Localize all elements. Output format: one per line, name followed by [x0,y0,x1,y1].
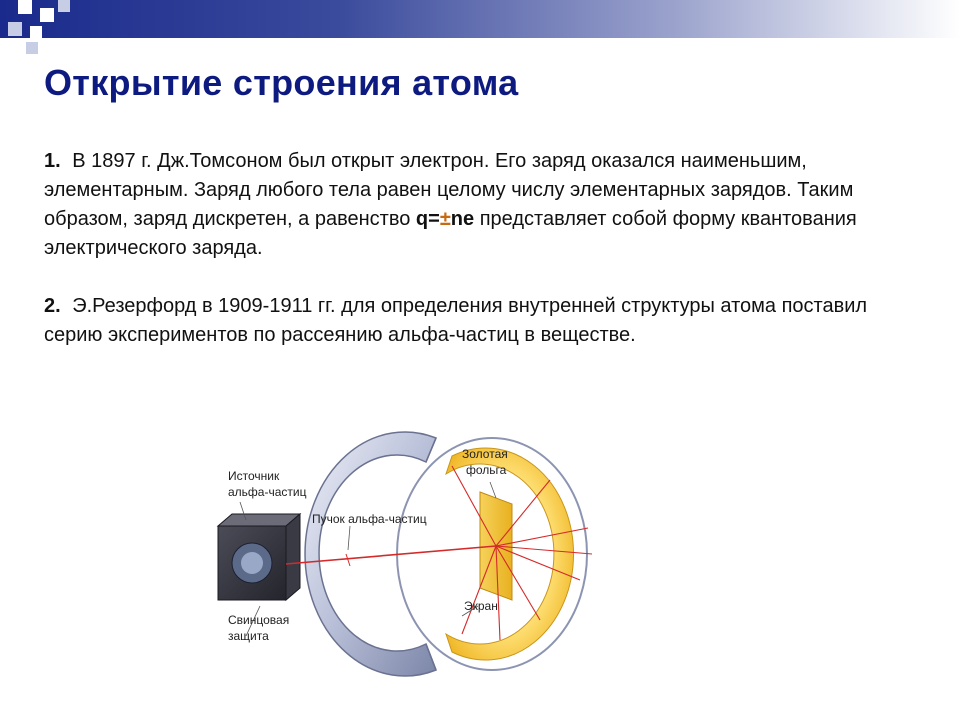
decor-square [18,0,32,14]
label-gold-foil: фольга [466,463,507,477]
paragraph-number: 2. [44,295,61,317]
paragraph-text: представляет собой форму квантования электрического заряда. [44,208,857,259]
label-gold-foil: Золотая [462,447,508,461]
lead-shield-box [218,514,300,600]
detector-screen-ring [305,432,587,676]
formula-part: q= [415,208,440,230]
formula-part: ne [450,208,475,230]
label-source: альфа-частиц [228,485,307,499]
paragraph-number: 1. [44,150,61,172]
paragraph-rutherford [44,292,904,350]
paragraph-text: Э.Резерфорд в 1909-1911 гг. для определения внутренней структуры атома поставил серию экспериментов по рассеянию альфа-частиц в веществе. [44,295,868,346]
header-gradient-band [0,0,960,38]
slide-title: Открытие строения атома [44,62,519,103]
charge-formula [416,208,474,230]
decor-square [8,22,22,36]
rutherford-experiment-diagram [200,408,620,703]
label-lead-shield: защита [228,629,269,643]
label-screen: Экран [464,599,498,613]
label-source: Источник [228,469,280,483]
decor-square [30,26,42,38]
paragraph-text: В 1897 г. Дж.Томсоном был открыт электрон. Его заряд оказался наименьшим, элементарным. Заряд любого тела равен целому числу элементарных зарядов. Таким образом, заряд дискретен, а равенство [44,150,854,230]
paragraph-thomson [44,147,904,263]
decor-square [40,8,54,22]
decor-square [26,42,38,54]
label-lead-shield: Свинцовая [228,613,290,627]
plus-minus-symbol: ± [439,208,451,230]
label-beam: Пучок альфа-частиц [312,512,427,526]
decor-square [58,0,70,12]
